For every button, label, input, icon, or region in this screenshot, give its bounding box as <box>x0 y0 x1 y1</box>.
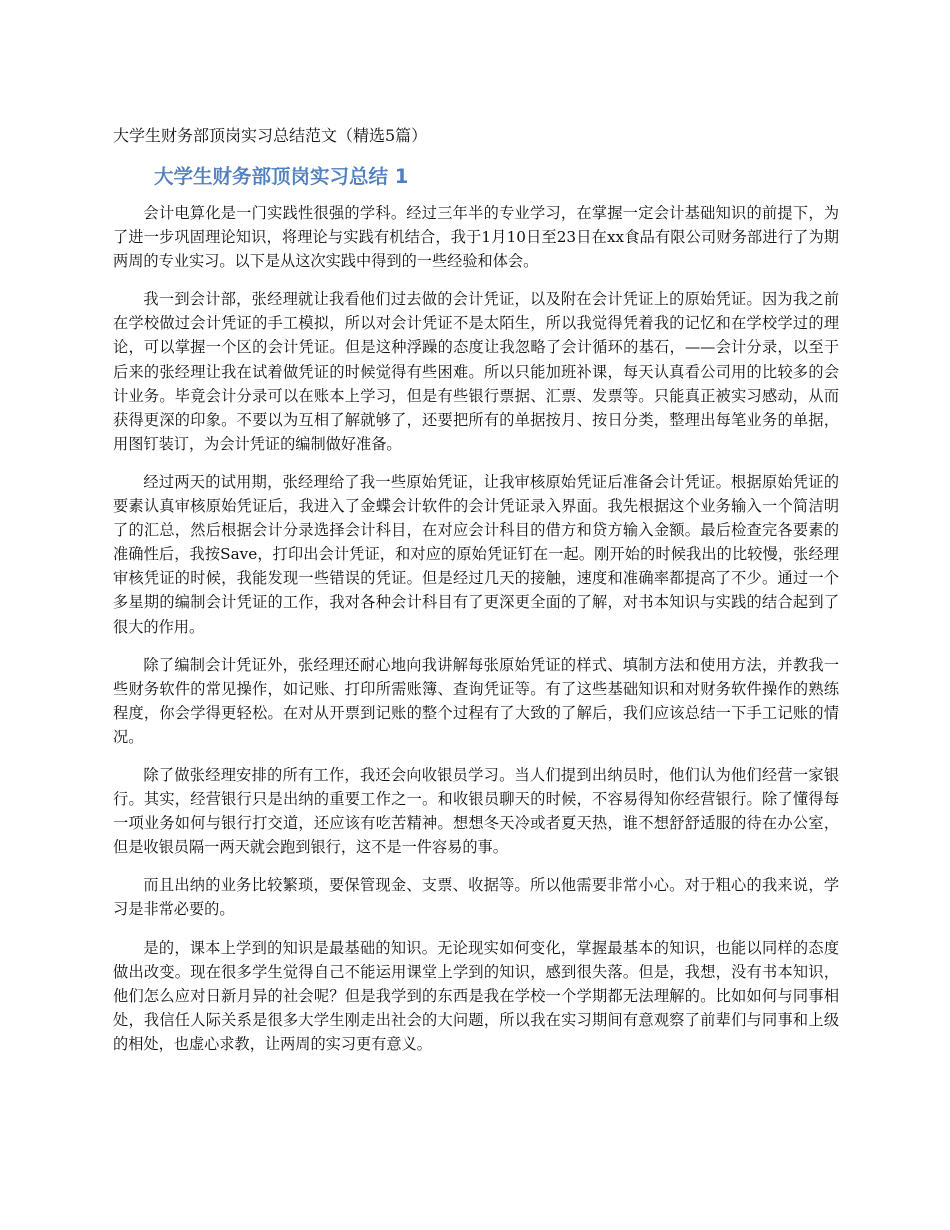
paragraph-list <box>113 201 839 1056</box>
document-title: 大学生财务部顶岗实习总结范文（精选5篇） <box>113 126 428 145</box>
document-body <box>113 124 839 1070</box>
paragraph: 除了编制会计凭证外，张经理还耐心地向我讲解每张原始凭证的样式、填制方法和使用方法，并教我一些财务软件的常见操作，如记账、打印所需账簿、查询凭证等。有了这些基础知识和对财务软件操作的熟练程度，你会学得更轻松。在对从开票到记账的整个过程有了大致的了解后，我们应该总结一下手工记账的情况。 <box>113 655 839 746</box>
paragraph: 会计电算化是一门实践性很强的学科。经过三年半的专业学习，在掌握一定会计基础知识的前提下，为了进一步巩固理论知识，将理论与实践有机结合，我于1月10日至23日在xx食品有限公司财务部进行了为期两周的专业实习。以下是从这次实践中得到的一些经验和体会。 <box>113 204 839 271</box>
paragraph: 我一到会计部，张经理就让我看他们过去做的会计凭证，以及附在会计凭证上的原始凭证。因为我之前在学校做过会计凭证的手工模拟，所以对会计凭证不是太陌生，所以我觉得凭着我的记忆和在学校学过的理论，可以掌握一个区的会计凭证。但是这种浮躁的态度让我忽略了会计循环的基石，——会计分录，以至于后来的张经理让我在试着做凭证的时候觉得有些困难。所以只能加班补课，每天认真看公司用的比较多的会计业务。毕竟会计分录可以在账本上学习，但是有些银行票据、汇票、发票等。只能真正被实习感动，从而获得更深的印象。不要以为互相了解就够了，还要把所有的单据按月、按日分类，整理出每笔业务的单据，用图钉装订，为会计凭证的编制做好准备。 <box>113 290 839 453</box>
paragraph: 而且出纳的业务比较繁琐，要保管现金、支票、收据等。所以他需要非常小心。对于粗心的我来说，学习是非常必要的。 <box>113 876 839 919</box>
paragraph: 除了做张经理安排的所有工作，我还会向收银员学习。当人们提到出纳员时，他们认为他们经营一家银行。其实，经营银行只是出纳的重要工作之一。和收银员聊天的时候，不容易得知你经营银行。除了懂得每一项业务如何与银行打交道，还应该有吃苦精神。想想冬天冷或者夏天热，谁不想舒舒适服的待在办公室，但是收银员隔一两天就会跑到银行，这不是一件容易的事。 <box>113 765 839 857</box>
paragraph: 经过两天的试用期，张经理给了我一些原始凭证，让我审核原始凭证后准备会计凭证。根据原始凭证的要素认真审核原始凭证后，我进入了金蝶会计软件的会计凭证录入界面。我先根据这个业务输入一个简洁明了的汇总，然后根据会计分录选择会计科目，在对应会计科目的借方和贷方输入金额。最后检查完各要素的准确性后，我按Save，打印出会计凭证，和对应的原始凭证钉在一起。刚开始的时候我出的比较慢，张经理审核凭证的时候，我能发现一些错误的凭证。但是经过几天的接触，速度和准确率都提高了不少。通过一个多星期的编制会计凭证的工作，我对各种会计科目有了更深更全面的了解，对书本知识与实践的结合起到了很大的作用。 <box>113 472 839 636</box>
section-heading: 大学生财务部顶岗实习总结 1 <box>154 165 409 188</box>
paragraph: 是的，课本上学到的知识是最基础的知识。无论现实如何变化，掌握最基本的知识，也能以同样的态度做出改变。现在很多学生觉得自己不能运用课堂上学到的知识，感到很失落。但是，我想，没有书本知识，他们怎么应对日新月异的社会呢？但是我学到的东西是我在学校一个学期都无法理解的。比如如何与同事相处，我信任人际关系是很多大学生刚走出社会的大问题，所以我在实习期间有意观察了前辈们与同事和上级的相处，也虚心求教，让两周的实习更有意义。 <box>113 938 839 1053</box>
